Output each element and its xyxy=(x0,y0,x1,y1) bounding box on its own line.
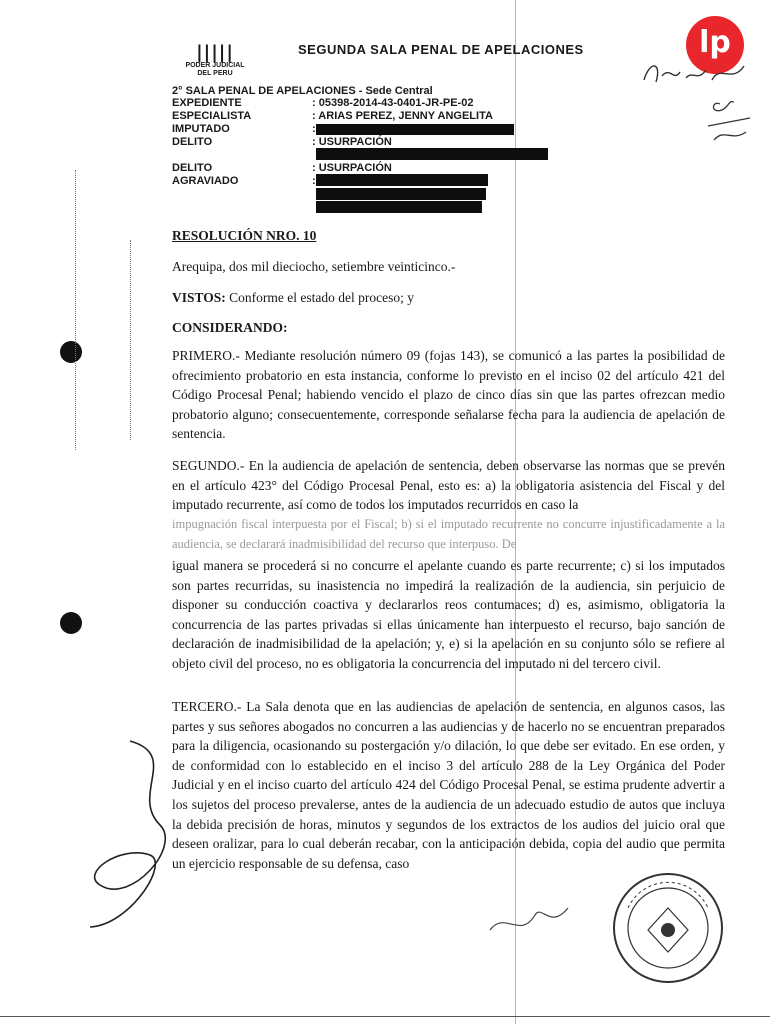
paragraph-segundo-part-2: igual manera se procederá si no concurre el apelante cuando es parte recurrente; c) si los imputados son partes recurridas, su inasistencia no impedirá la realización de la audiencia, sin perjuicio de disponer su conducción coactiva y declararlos reos contumaces; d) es, asimismo, obligatoria la concurrencia de las partes privadas si ellas únicamente han interpuesto el recurso, bajo sanción de declaración de inadmisibilidad de la apelación; y, e) si la apelación en su conjunto sólo se refiere al objeto civil del proceso, no es obligatoria la concurrencia del imputado ni del tercero civil. xyxy=(172,558,725,671)
case-label: EXPEDIENTE xyxy=(172,97,242,109)
case-value: : xyxy=(312,175,316,187)
case-label: DELITO xyxy=(172,162,213,174)
punch-hole-top xyxy=(60,341,82,363)
redaction-bar-delito xyxy=(316,148,548,160)
case-value: : 05398-2014-43-0401-JR-PE-02 xyxy=(312,97,474,109)
court-line: 2° SALA PENAL DE APELACIONES - Sede Central xyxy=(172,85,433,97)
vistos-line xyxy=(172,288,725,308)
redaction-bar-agraviado-3 xyxy=(316,201,482,213)
redaction-bar-agraviado-2 xyxy=(316,188,486,200)
redaction-bar-imputado xyxy=(316,124,514,135)
bottom-edge-line xyxy=(0,1016,770,1017)
judiciary-logo xyxy=(170,44,260,78)
considerando-heading: CONSIDERANDO: xyxy=(172,320,288,335)
lp-logo-badge: lp xyxy=(686,16,744,74)
redaction-bar-agraviado-1 xyxy=(316,174,488,186)
case-label: DELITO xyxy=(172,136,213,148)
paragraph-tercero: TERCERO.- La Sala denota que en las audiencias de apelación de sentencia, en algunos casos, las partes y sus señores abogados no concurren a las audiencias y de hacerlo no se encuentran preparados para la diligencia, ocasionando su postergación y/o dilación, lo que debe ser evitado. En ese orden, y de conformidad con lo establecido en el inciso 3 del artículo 288 de la Ley Orgánica del Poder Judicial y en el inciso cuarto del artículo 424 del Código Procesal Penal, se estima prudente advertir a los sujetos del proceso prevalerse, antes de la audiencia de un adecuado estudio de autos que incluya la debida precisión de horas, minutos y segundos de los extractos de los audios del juicio oral que deseen oralizar, para lo cual deberán recabar, con la anticipación debida, copia del audio que permita un ejercicio responsable de su defensa, caso xyxy=(172,699,725,871)
document-title: SEGUNDA SALA PENAL DE APELACIONES xyxy=(298,42,584,57)
place-and-date: Arequipa, dos mil dieciocho, setiembre veinticinco.- xyxy=(172,259,456,274)
resolution-title: RESOLUCIÓN NRO. 10 xyxy=(172,228,317,243)
scan-dots-left xyxy=(75,170,76,450)
case-label: ESPECIALISTA xyxy=(172,110,252,122)
handwritten-note-top-right xyxy=(640,52,760,92)
logo-mark: ||||| xyxy=(196,42,234,63)
scan-dots-left-2 xyxy=(130,240,131,440)
case-value: : USURPACIÓN xyxy=(312,162,392,174)
handwritten-note-right xyxy=(700,96,760,146)
case-value: : USURPACIÓN xyxy=(312,136,392,148)
handwritten-mark-bottom xyxy=(480,890,580,950)
paragraph-primero: PRIMERO.- Mediante resolución número 09 (fojas 143), se comunicó a las partes la posibilidad de ofrecimiento probatorio en esta instancia, conforme lo previsto en el inciso 02 del artículo 421 del Código Procesal Penal; habiendo vencido el plazo de cinco días sin que las partes ofrezcan medio probatorio alguno; consecuentemente, corresponde señalarse fecha para la audiencia de apelación de sentencia. xyxy=(172,348,725,442)
vistos-label: VISTOS: xyxy=(172,290,226,305)
paragraph-segundo-faint: impugnación fiscal interpuesta por el Fiscal; b) si el imputado recurrente no concurre injustificadamente a la audiencia, se declarará inadmisibilidad del recurso que interpuso. De xyxy=(172,517,725,551)
official-seal-stamp xyxy=(608,868,728,988)
handwritten-signature-left xyxy=(70,735,190,935)
logo-line-2: DEL PERU xyxy=(197,70,233,77)
case-value: : ARIAS PEREZ, JENNY ANGELITA xyxy=(312,110,493,122)
punch-hole-bottom xyxy=(60,612,82,634)
logo-line-1: PODER JUDICIAL xyxy=(185,62,245,69)
vistos-text: Conforme el estado del proceso; y xyxy=(225,290,414,305)
paragraph-segundo-part-1: SEGUNDO.- En la audiencia de apelación de sentencia, deben observarse las normas que se prevén en el artículo 423° del Código Procesal Penal, esto es: a) la obligatoria asistencia del Fiscal y del imputado recurrente, así como de todos los imputados recurridos en caso la xyxy=(172,458,725,513)
case-value: : xyxy=(312,123,316,135)
case-label: IMPUTADO xyxy=(172,123,230,135)
case-label: AGRAVIADO xyxy=(172,175,239,187)
